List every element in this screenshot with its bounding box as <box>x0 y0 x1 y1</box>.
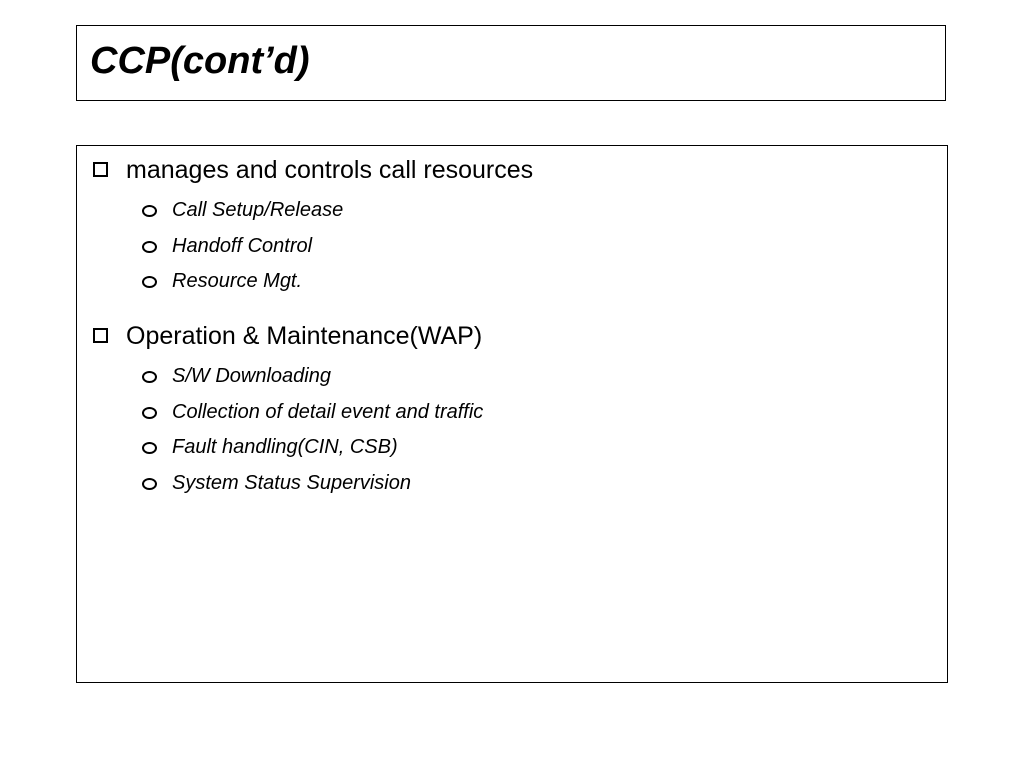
title-box <box>76 25 946 101</box>
sub-bullet-item <box>77 194 947 230</box>
sub-bullet-item <box>77 360 947 396</box>
sub-bullet-item <box>77 467 947 503</box>
sub-bullet-text: Collection of detail event and traffic <box>172 400 484 423</box>
circle-bullet-icon <box>142 276 157 288</box>
bullet-heading: Operation & Maintenance(WAP) <box>126 322 483 350</box>
bullet-heading: manages and controls call resources <box>126 156 534 184</box>
bullet-section <box>77 312 947 502</box>
bullet-section <box>77 146 947 301</box>
square-bullet-icon <box>93 328 108 343</box>
slide-title: CCP(cont’d) <box>90 40 310 82</box>
sub-bullet-text: Handoff Control <box>172 234 313 257</box>
sub-bullet-text: Resource Mgt. <box>172 270 303 292</box>
content-box <box>76 145 948 683</box>
sub-bullet-text: Call Setup/Release <box>172 199 344 221</box>
circle-bullet-icon <box>142 371 157 383</box>
circle-bullet-icon <box>142 205 157 217</box>
sub-bullet-item <box>77 431 947 467</box>
circle-bullet-icon <box>142 407 157 419</box>
bullet-item <box>77 312 947 360</box>
sub-bullet-text: System Status Supervision <box>172 471 411 494</box>
sub-bullet-text: Fault handling(CIN, CSB) <box>172 436 398 458</box>
sub-bullet-item <box>77 396 947 432</box>
sub-bullet-item <box>77 230 947 266</box>
circle-bullet-icon <box>142 241 157 253</box>
square-bullet-icon <box>93 162 108 177</box>
bullet-item <box>77 146 947 194</box>
circle-bullet-icon <box>142 478 157 490</box>
sub-bullet-text: S/W Downloading <box>172 365 331 387</box>
sub-bullet-item <box>77 265 947 301</box>
circle-bullet-icon <box>142 442 157 454</box>
